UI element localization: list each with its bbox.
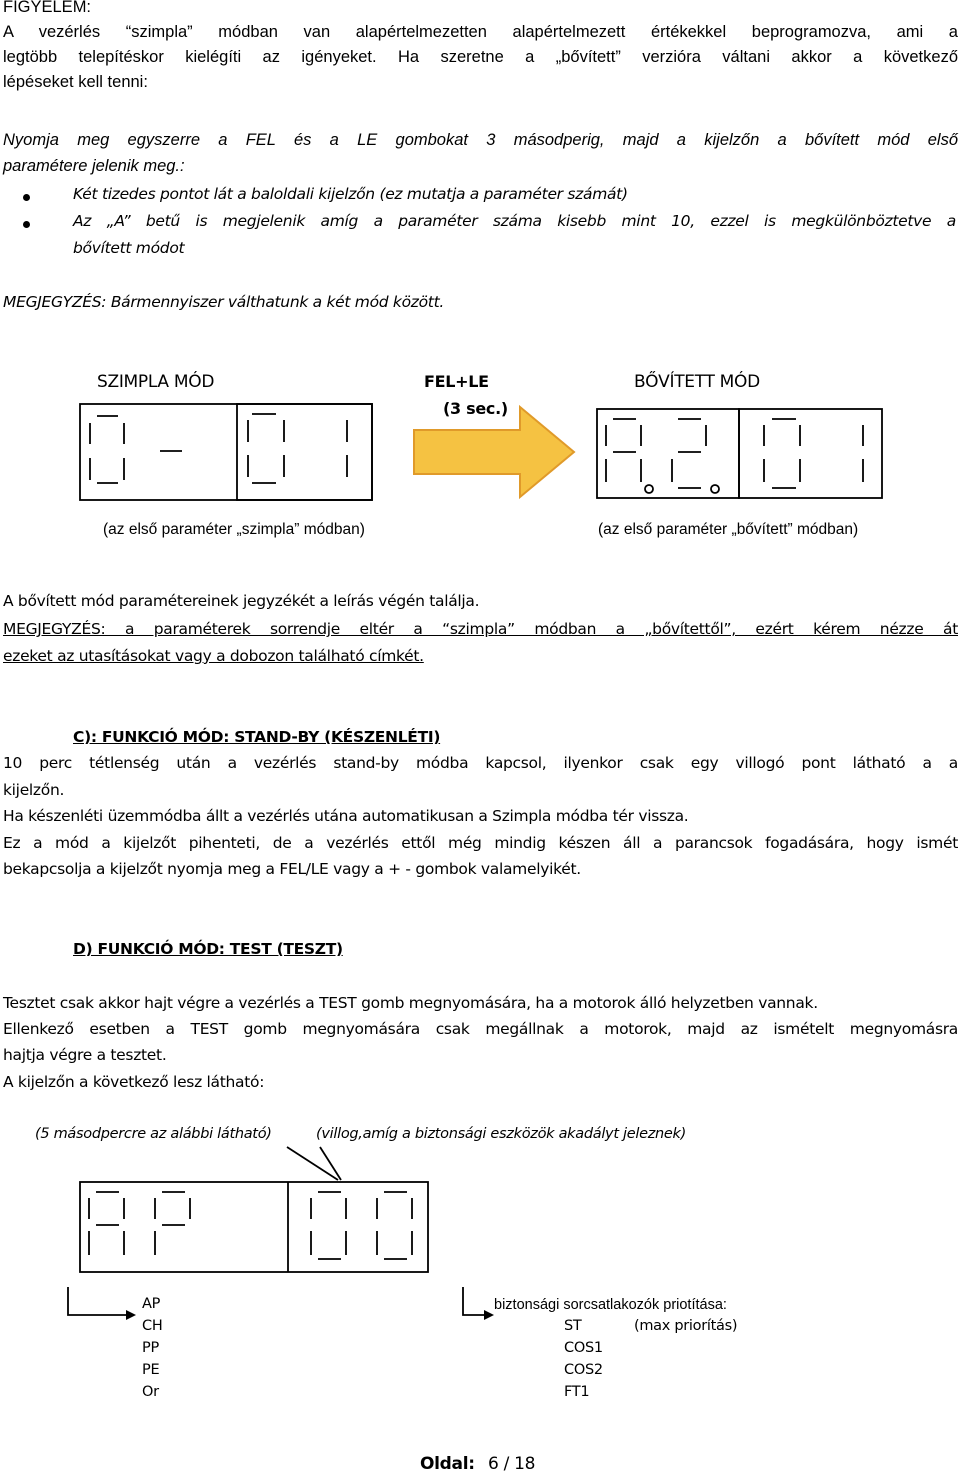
priority-item: COS2 bbox=[564, 1362, 603, 1378]
section-c-p2: Ha készenléti üzemmódba állt a vezérlés utána automatikusan a Szimpla módba tér vissza. bbox=[3, 807, 689, 825]
bullet-item-2-line-1: Az „A” betű is megjelenik amíg a paraméter száma kisebb mint 10, ezzel is megkülönböztetve a bbox=[73, 212, 956, 230]
simple-mode-caption: (az első paraméter „szimpla” módban) bbox=[103, 521, 365, 538]
code-item: AP bbox=[142, 1296, 161, 1312]
instruction-line-1: Nyomja meg egyszerre a FEL és a LE gombokat 3 másodperig, majd a kijelzőn a bővített mód első bbox=[3, 131, 958, 149]
warning-line-1: A vezérlés “szimpla” módban van alapértelmezetten alapértelmezett értékekkel beprogramozva, ami a bbox=[3, 23, 958, 41]
code-item: CH bbox=[142, 1318, 163, 1334]
section-d-heading: D) FUNKCIÓ MÓD: TEST (TESZT) bbox=[73, 940, 343, 958]
order-note-line-1: MEGJEGYZÉS: a paraméterek sorrendje eltér a “szimpla” módban a „bővítettől”, ezért kérem nézze át bbox=[3, 620, 958, 638]
instruction-line-2: paramétere jelenik meg.: bbox=[3, 157, 185, 175]
section-d-p1: Tesztet csak akkor hajt végre a vezérlés a TEST gomb megnyomására, ha a motorok álló helyzetben vannak. bbox=[3, 994, 818, 1012]
priority-item: COS1 bbox=[564, 1340, 603, 1356]
section-c-p3-line-1: Ez a mód a kijelzőt pihenteti, de a vezérlés ettől még mindig készen áll a parancsok fogadására, hogy ismét bbox=[3, 834, 958, 852]
arrow-head-icon bbox=[126, 1310, 136, 1320]
code-item: Or bbox=[142, 1384, 159, 1400]
max-priority-note: (max priorítás) bbox=[634, 1318, 738, 1334]
arrow-label-time: (3 sec.) bbox=[443, 399, 508, 418]
extended-params-note: A bővített mód paramétereinek jegyzékét a leírás végén találja. bbox=[3, 592, 480, 610]
page-number: 6 / 18 bbox=[488, 1454, 536, 1474]
test-right-note: (villog,amíg a biztonsági eszközök akadályt jeleznek) bbox=[316, 1126, 687, 1142]
mode-switch-note: MEGJEGYZÉS: Bármennyiszer válthatunk a két mód között. bbox=[3, 293, 444, 311]
extended-mode-label: BŐVÍTETT MÓD bbox=[634, 372, 760, 392]
arrow-label-keys: FEL+LE bbox=[424, 372, 489, 391]
warning-line-3: lépéseket kell tenni: bbox=[3, 73, 148, 91]
warning-title: FIGYELEM: bbox=[3, 0, 92, 16]
code-item: PP bbox=[142, 1340, 159, 1356]
priority-item: ST bbox=[564, 1318, 582, 1334]
section-d-p2-line-2: hajtja végre a tesztet. bbox=[3, 1046, 167, 1064]
section-c-p1-line-1: 10 perc tétlenség után a vezérlés stand-by módba kapcsol, ilyenkor csak egy villogó pont látható a a bbox=[3, 754, 958, 772]
warning-line-2: legtöbb telepítéskor kielégíti az igényeket. Ha szeretne a „bővített” verzióra váltani akkor a következő bbox=[3, 48, 958, 66]
code-item: PE bbox=[142, 1362, 160, 1378]
page-number-label: Oldal: bbox=[420, 1454, 475, 1474]
bullet-item-1: Két tizedes pontot lát a baloldali kijelzőn (ez mutatja a paraméter számát) bbox=[73, 185, 628, 203]
test-display-frame bbox=[80, 1182, 428, 1272]
priority-item: FT1 bbox=[564, 1384, 590, 1400]
priority-title: biztonsági sorcsatlakozók priotítása: bbox=[494, 1297, 727, 1313]
test-left-note: (5 másodpercre az alábbi látható) bbox=[35, 1126, 272, 1142]
arrow-head-icon bbox=[484, 1310, 494, 1320]
section-c-heading: C): FUNKCIÓ MÓD: STAND-BY (KÉSZENLÉTI) bbox=[73, 728, 441, 746]
extended-mode-caption: (az első paraméter „bővített” módban) bbox=[598, 521, 859, 538]
simple-mode-label: SZIMPLA MÓD bbox=[97, 372, 215, 392]
section-d-p2-line-1: Ellenkező esetben a TEST gomb megnyomására csak megállnak a motorok, majd az ismételt megnyomásra bbox=[3, 1020, 958, 1038]
section-d-p3: A kijelzőn a következő lesz látható: bbox=[3, 1073, 265, 1091]
bullet-item-2-line-2: bővített módot bbox=[73, 239, 185, 257]
order-note-line-2: ezeket az utasításokat vagy a dobozon található címkét. bbox=[3, 647, 424, 665]
section-c-p1-line-2: kijelzőn. bbox=[3, 781, 65, 799]
section-c-p3-line-2: bekapcsolja a kijelzőt nyomja meg a FEL/LE vagy a + - gombok valamelyikét. bbox=[3, 860, 581, 878]
